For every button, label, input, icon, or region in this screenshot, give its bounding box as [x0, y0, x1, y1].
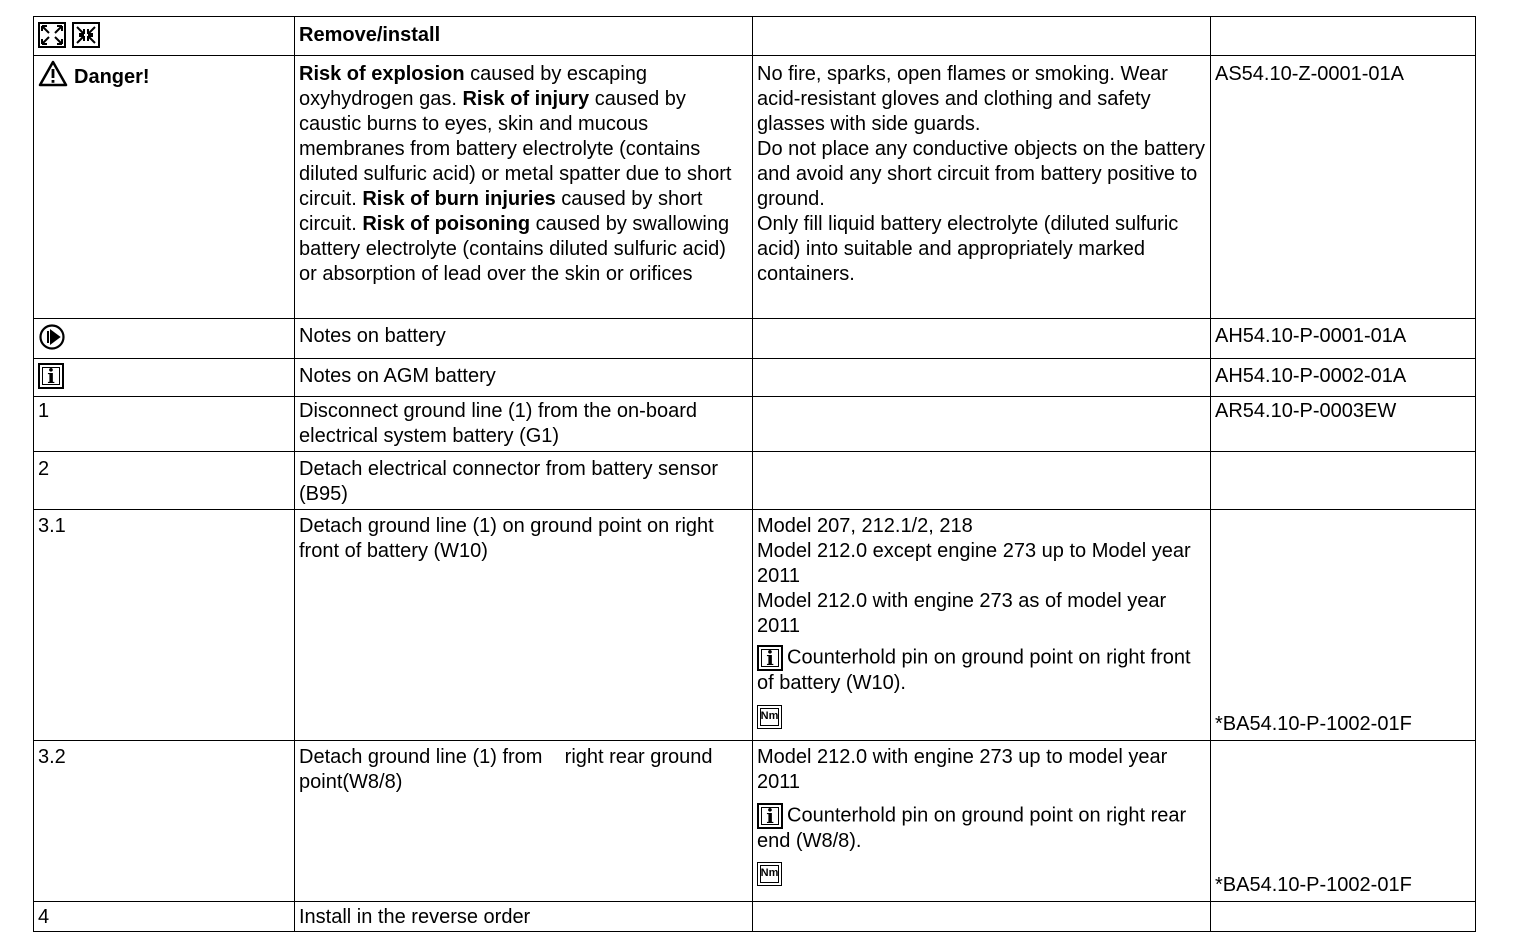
measure-text: Only fill liquid battery electrolyte (diluted sulfuric acid) into suitable and appropriately marked containers. [757, 213, 1179, 285]
note-empty-cell [753, 319, 1211, 359]
danger-risks-cell [295, 56, 753, 319]
danger-reference[interactable]: AS54.10-Z-0001-01A [1211, 56, 1476, 319]
step-empty-cell [753, 452, 1211, 510]
note-play-icon [38, 323, 66, 358]
info-icon: i [757, 803, 783, 829]
note-reference[interactable]: AH54.10-P-0002-01A [1211, 359, 1476, 397]
info-icon: i [38, 363, 64, 389]
info-note-text: Counterhold pin on ground point on right front of battery (W10). [757, 646, 1191, 694]
note-empty-cell [753, 359, 1211, 397]
torque-row [757, 858, 1206, 886]
step-empty-cell [1211, 902, 1476, 932]
step-empty-cell [753, 397, 1211, 452]
header-title: Remove/install [295, 17, 753, 56]
risk-text: caused by swallowing battery electrolyte (contains diluted sulfuric acid) or absorption of lead over the skin or orifices [299, 213, 730, 285]
risk-text: caused by short circuit. [299, 188, 703, 235]
step-row [34, 902, 1476, 932]
step-reference[interactable]: *BA54.10-P-1002-01F [1215, 874, 1412, 896]
header-row [34, 17, 1476, 56]
step-text: Detach ground line (1) on ground point on right front of battery (W10) [295, 510, 753, 741]
danger-label-cell [34, 56, 295, 319]
step-empty-cell [1211, 452, 1476, 510]
model-condition: Model 207, 212.1/2, 218 [757, 515, 973, 537]
step-text: Detach electrical connector from battery sensor (B95) [295, 452, 753, 510]
torque-nm-icon: Nm [757, 862, 782, 886]
step-text: Disconnect ground line (1) from the on-board electrical system battery (G1) [295, 397, 753, 452]
torque-nm-icon: Nm [757, 705, 782, 729]
measure-text: No fire, sparks, open flames or smoking. Wear acid-resistant gloves and clothing and safety glasses with side guards. [757, 63, 1168, 135]
note-icon-cell [34, 319, 295, 359]
step-conditions-cell [753, 510, 1211, 741]
step-number: 4 [34, 902, 295, 932]
danger-row [34, 56, 1476, 319]
note-text: Notes on AGM battery [295, 359, 753, 397]
risk-text: caused by caustic burns to eyes, skin and mucous membranes from battery electrolyte (contains diluted sulfuric acid) or metal spatter due to short circuit. [299, 88, 732, 210]
header-icons-cell [34, 17, 295, 56]
danger-measures-cell [753, 56, 1211, 319]
note-row [34, 359, 1476, 397]
header-empty-cell [1211, 17, 1476, 56]
step-empty-cell [753, 902, 1211, 932]
risk-title: Risk of burn injuries [362, 188, 556, 210]
step-text: Detach ground line (1) from right rear ground point(W8/8) [295, 741, 753, 902]
risk-title: Risk of injury [462, 88, 590, 110]
step-number: 3.1 [34, 510, 295, 741]
danger-label: Danger! [74, 65, 150, 88]
info-icon: i [757, 645, 783, 671]
warning-icon [38, 60, 68, 94]
step-number: 2 [34, 452, 295, 510]
step-row [34, 452, 1476, 510]
risk-title: Risk of explosion [299, 63, 465, 85]
step-text: Install in the reverse order [295, 902, 753, 932]
info-note [757, 645, 1206, 696]
step-row [34, 510, 1476, 741]
step-reference[interactable]: AR54.10-P-0003EW [1211, 397, 1476, 452]
model-condition: Model 212.0 with engine 273 as of model year 2011 [757, 590, 1167, 637]
model-condition: Model 212.0 except engine 273 up to Model year 2011 [757, 540, 1191, 587]
step-reference-cell [1211, 510, 1476, 741]
note-icon-cell [34, 359, 295, 397]
measure-text: Do not place any conductive objects on the battery and avoid any short circuit from battery positive to ground. [757, 138, 1206, 210]
step-row [34, 397, 1476, 452]
step-row [34, 741, 1476, 902]
risk-title: Risk of poisoning [362, 213, 531, 235]
note-row [34, 319, 1476, 359]
info-note-text: Counterhold pin on ground point on right rear end (W8/8). [757, 804, 1187, 852]
step-number: 3.2 [34, 741, 295, 902]
install-icon [72, 22, 100, 55]
remove-icon [38, 22, 66, 55]
step-conditions-cell [753, 741, 1211, 902]
torque-row [757, 701, 1206, 729]
step-reference-cell [1211, 741, 1476, 902]
note-reference[interactable]: AH54.10-P-0001-01A [1211, 319, 1476, 359]
risk-text: caused by escaping oxyhydrogen gas. [299, 63, 647, 110]
step-number: 1 [34, 397, 295, 452]
header-empty-cell [753, 17, 1211, 56]
info-note [757, 803, 1206, 854]
procedure-table [33, 16, 1476, 932]
model-condition: Model 212.0 with engine 273 up to model year 2011 [757, 746, 1168, 793]
note-text: Notes on battery [295, 319, 753, 359]
step-reference[interactable]: *BA54.10-P-1002-01F [1215, 713, 1412, 735]
